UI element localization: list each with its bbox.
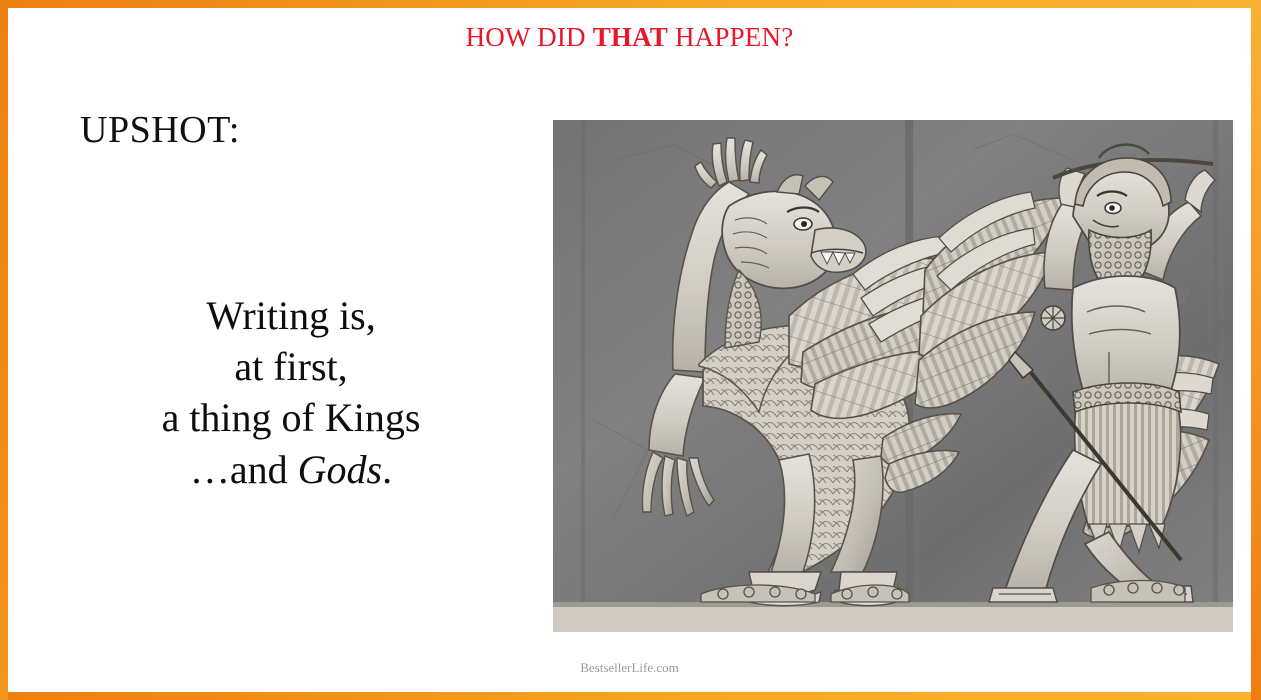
body-line-4-italic: Gods	[297, 446, 383, 492]
body-line-1: Writing is,	[206, 293, 376, 338]
slide-border-right	[1251, 0, 1261, 700]
body-line-4-suffix: .	[382, 446, 393, 492]
assyrian-relief-image	[553, 120, 1233, 632]
upshot-label: UPSHOT:	[80, 109, 240, 151]
header-prefix: HOW DID	[465, 22, 593, 52]
slide-border-top	[0, 0, 1261, 8]
slide-border-left	[0, 0, 8, 700]
footer-credit: BestsellerLife.com	[580, 660, 679, 675]
body-line-2: at first,	[234, 344, 348, 390]
body-line-4	[66, 444, 516, 495]
assyrian-relief-svg	[553, 120, 1233, 632]
body-line-4-prefix: …and	[189, 446, 298, 492]
header-emphasis: THAT	[592, 22, 669, 52]
slide-header	[8, 22, 1251, 53]
body-line-3: a thing of Kings	[161, 395, 421, 441]
slide-canvas	[8, 8, 1251, 692]
header-suffix: HAPPEN?	[668, 22, 794, 52]
body-text	[66, 290, 516, 495]
slide-border-bottom	[0, 692, 1261, 700]
